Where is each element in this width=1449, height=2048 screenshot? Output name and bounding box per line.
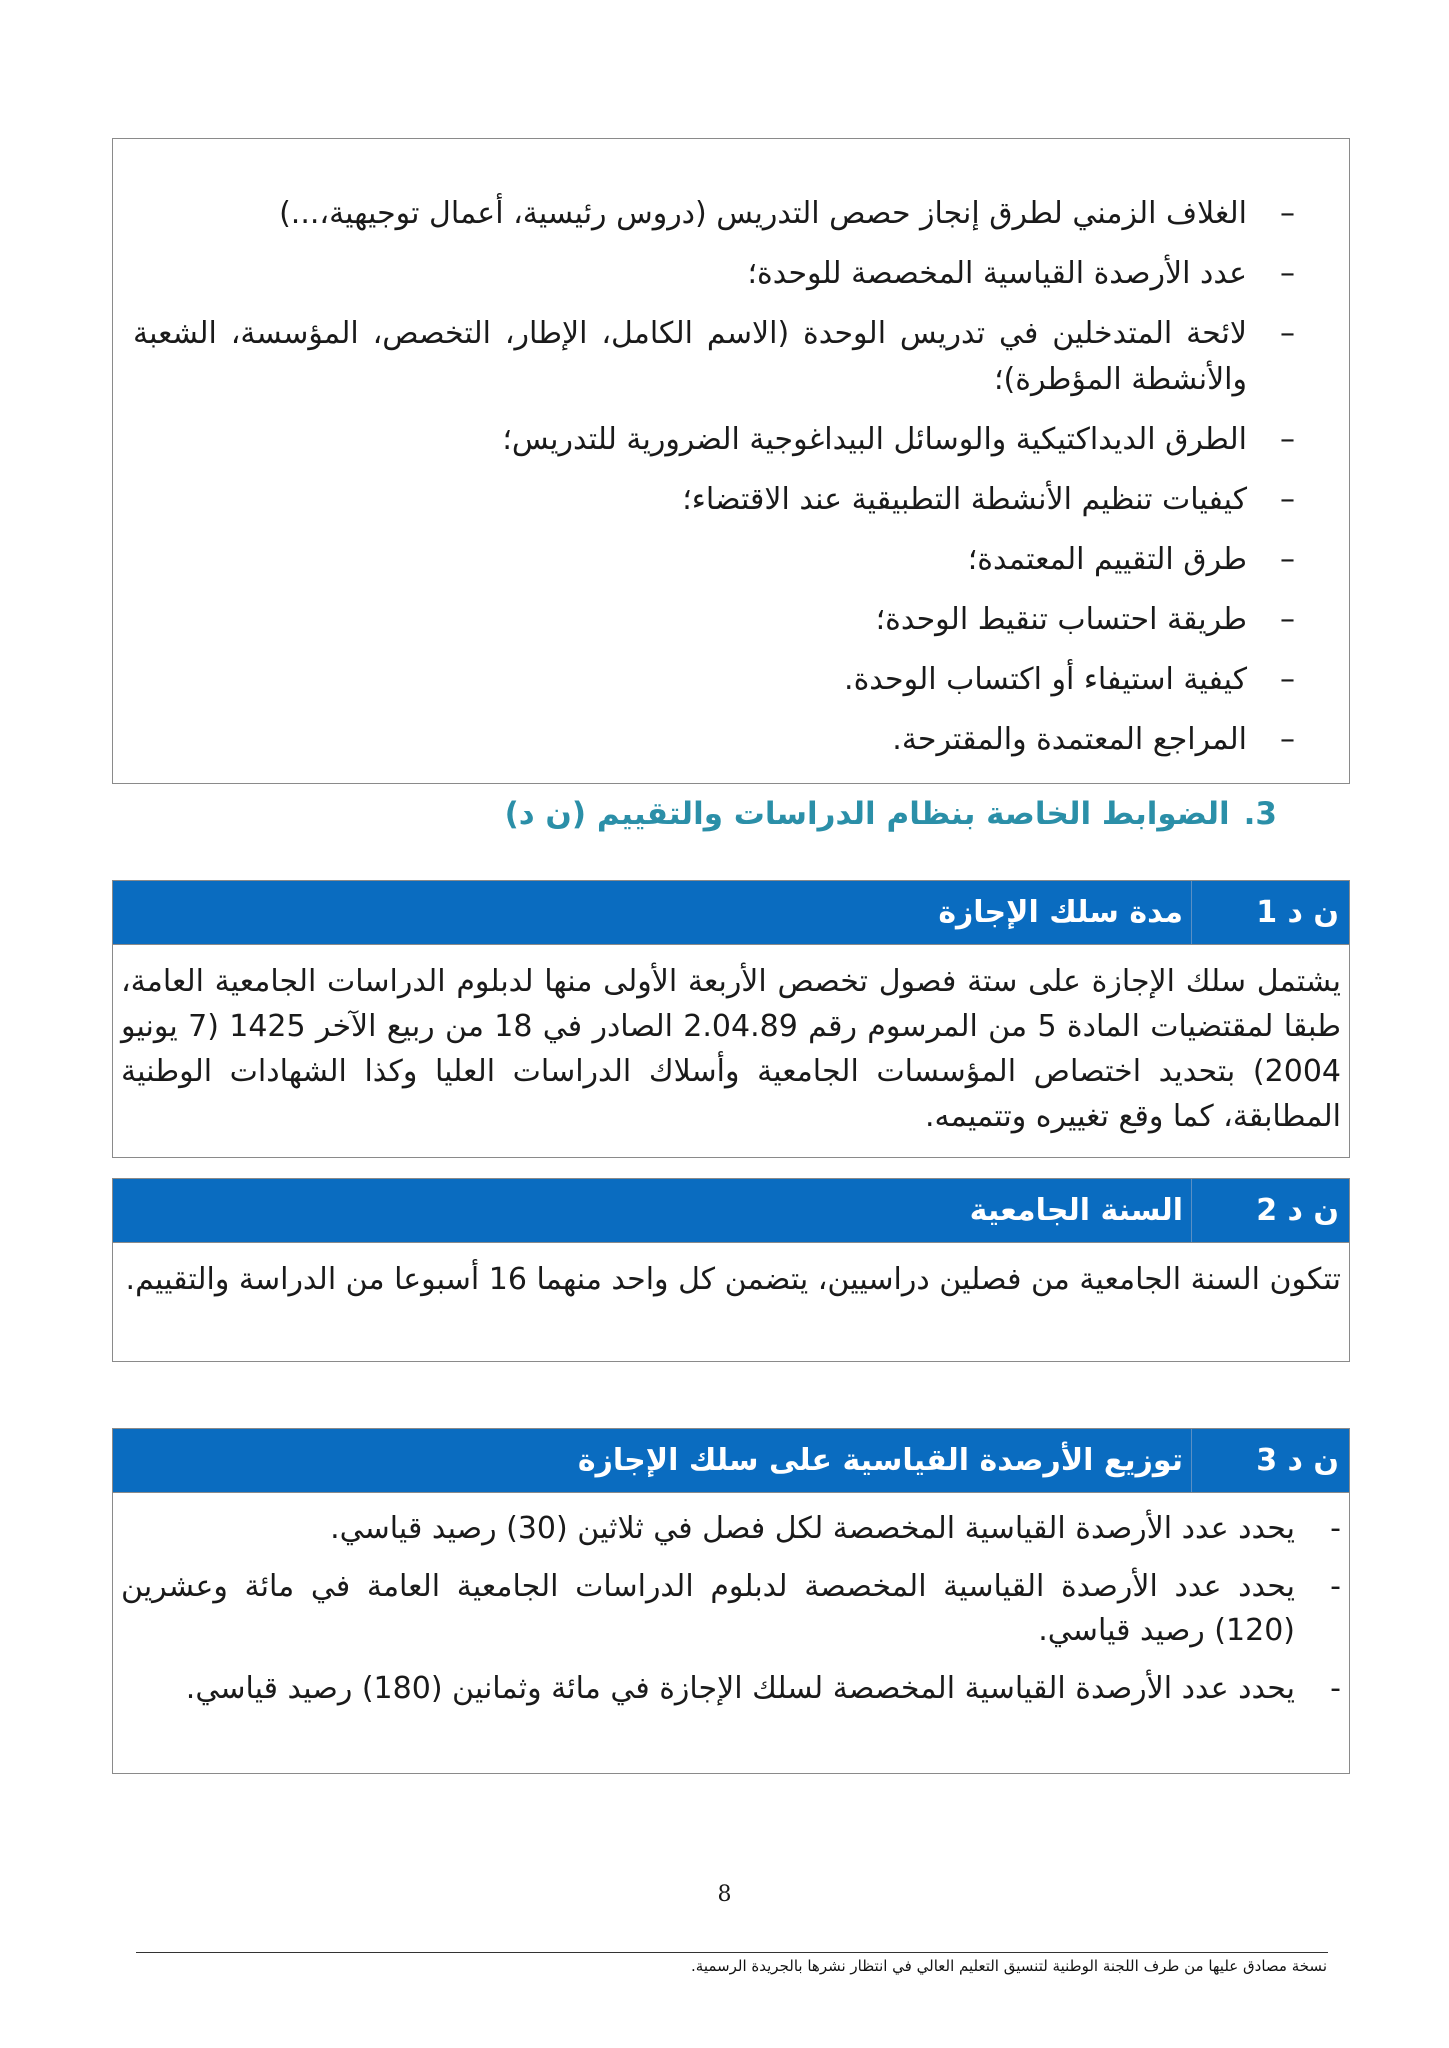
list-item: – طرق التقييم المعتمدة؛ (133, 537, 1295, 583)
list-item: - يحدد عدد الأرصدة القياسية المخصصة لسلك الإجازة في مائة وثمانين (180) رصيد قياسي. (121, 1667, 1295, 1711)
rule-code: ن د 1 (1191, 881, 1349, 944)
dash-marker: – (1280, 316, 1295, 351)
footer-note: نسخة مصادق عليها من طرف اللجنة الوطنية لتنسيق التعليم العالي في انتظار نشرها بالجريدة الرسمية. (691, 1957, 1327, 1975)
dash-marker: – (1280, 602, 1295, 637)
list-item: – الغلاف الزمني لطرق إنجاز حصص التدريس (دروس رئيسية، أعمال توجيهية،...) (133, 191, 1295, 237)
list-item: – كيفية استيفاء أو اكتساب الوحدة. (133, 657, 1295, 703)
rule-title: السنة الجامعية (969, 1193, 1183, 1228)
rule-code: ن د 3 (1191, 1429, 1349, 1492)
dash-marker: – (1280, 722, 1295, 757)
rule-block-header (113, 1179, 1349, 1243)
hyphen-marker: - (1330, 1569, 1341, 1604)
section-title: الضوابط الخاصة بنظام الدراسات والتقييم (ن د) (504, 796, 1230, 832)
rule-body: يشتمل سلك الإجازة على ستة فصول تخصص الأربعة الأولى منها لدبلوم الدراسات الجامعية العامة، طبقا لمقتضيات المادة 5 من المرسوم رقم 2.04.89 الصادر في 18 من ربيع الآخر 1425 (7 يونيو 2004) بتحديد اختصاص المؤسسات الجامعية وأسلاك الدراسات العليا وكذا الشهادات الوطنية المطابقة، كما وقع تغييره وتتميمه. (121, 964, 1341, 1134)
rule-block-header (113, 881, 1349, 945)
list-item: – كيفيات تنظيم الأنشطة التطبيقية عند الاقتضاء؛ (133, 477, 1295, 523)
rule-block-2 (112, 1178, 1350, 1362)
list-item: – عدد الأرصدة القياسية المخصصة للوحدة؛ (133, 251, 1295, 297)
section-heading (505, 796, 1277, 832)
hyphen-marker: - (1330, 1671, 1341, 1706)
dash-marker: – (1280, 196, 1295, 231)
hyphen-marker: - (1330, 1511, 1341, 1546)
rule-code: ن د 2 (1191, 1179, 1349, 1242)
dash-marker: – (1280, 256, 1295, 291)
list-item: – لائحة المتدخلين في تدريس الوحدة (الاسم الكامل، الإطار، التخصص، المؤسسة، الشعبة والأنشطة المؤطرة)؛ (133, 311, 1295, 403)
rule-body: تتكون السنة الجامعية من فصلين دراسيين، يتضمن كل واحد منهما 16 أسبوعا من الدراسة والتقييم. (125, 1262, 1341, 1297)
rule-title: توزيع الأرصدة القياسية على سلك الإجازة (577, 1443, 1183, 1478)
requirements-list-box (112, 138, 1350, 784)
list-item: - يحدد عدد الأرصدة القياسية المخصصة لدبلوم الدراسات الجامعية العامة في مائة وعشرين (120) رصيد قياسي. (121, 1565, 1295, 1653)
dash-marker: – (1280, 422, 1295, 457)
footer-divider (136, 1952, 1328, 1953)
dash-marker: – (1280, 482, 1295, 517)
section-number: 3. (1243, 796, 1277, 832)
dash-marker: – (1280, 662, 1295, 697)
list-item: - يحدد عدد الأرصدة القياسية المخصصة لكل فصل في ثلاثين (30) رصيد قياسي. (121, 1507, 1295, 1551)
rule-title: مدة سلك الإجازة (938, 895, 1183, 930)
list-item: – الطرق الديداكتيكية والوسائل البيداغوجية الضرورية للتدريس؛ (133, 417, 1295, 463)
credits-list (113, 1493, 1349, 1711)
requirements-list (133, 191, 1295, 763)
rule-block-1 (112, 880, 1350, 1158)
page-number: 8 (717, 1882, 732, 1907)
list-item: – طريقة احتساب تنقيط الوحدة؛ (133, 597, 1295, 643)
dash-marker: – (1280, 542, 1295, 577)
rule-block-3 (112, 1428, 1350, 1774)
list-item: – المراجع المعتمدة والمقترحة. (133, 717, 1295, 763)
rule-block-header (113, 1429, 1349, 1493)
